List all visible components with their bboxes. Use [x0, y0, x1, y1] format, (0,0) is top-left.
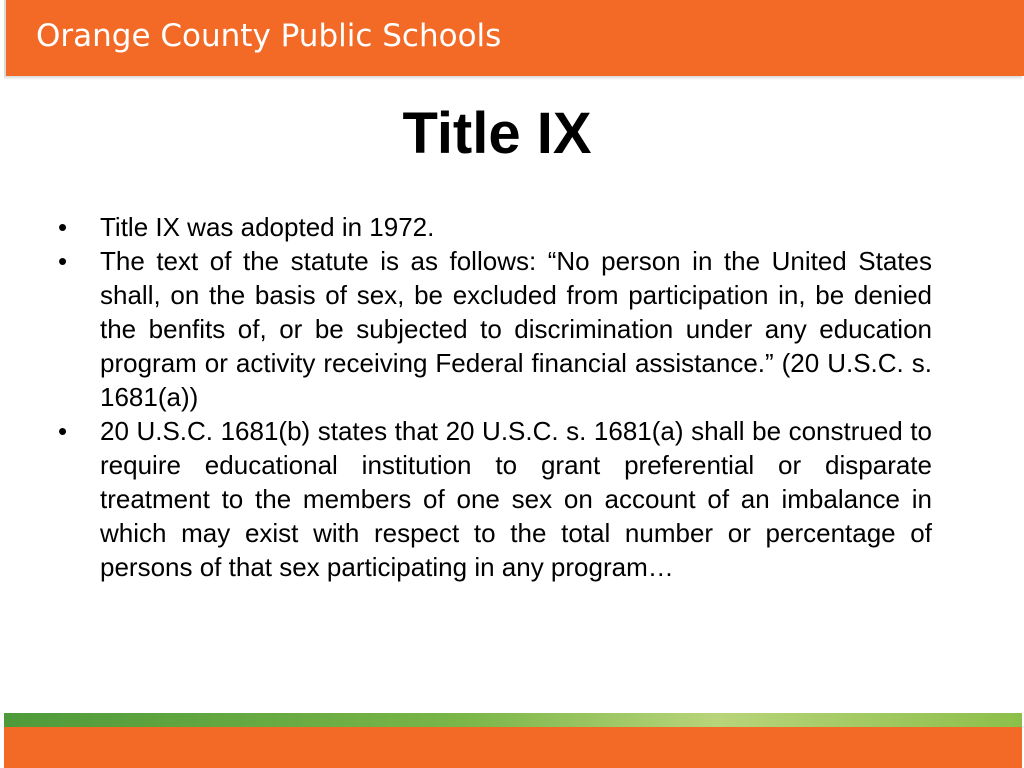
bullet-marker: • [58, 416, 68, 446]
header-divider [4, 76, 1022, 80]
bullet-item [58, 244, 932, 414]
bullet-item [58, 210, 932, 244]
bullet-list [58, 210, 932, 584]
bullet-text: Title IX was adopted in 1972. [100, 212, 435, 242]
bullet-marker: • [58, 212, 68, 242]
bullet-marker: • [58, 246, 68, 276]
bullet-item [58, 414, 932, 584]
slide-title: Title IX [402, 101, 592, 166]
footer-orange-band [4, 727, 1022, 768]
footer-green-stripe [4, 713, 1022, 727]
organization-name: Orange County Public Schools [36, 18, 502, 54]
bullet-text: 20 U.S.C. 1681(b) states that 20 U.S.C. s. 1681(a) shall be construed to require educational institution to grant preferential or disparate treatment to the members of one sex on account of an imbalance in which may exist with respect to the total number or percentage of persons of that sex participating in any program… [100, 416, 932, 582]
bullet-text: The text of the statute is as follows: “No person in the United States shall, on the basis of sex, be excluded from participation in, be denied the benfits of, or be subjected to discrimination under any education program or activity receiving Federal financial assistance.” (20 U.S.C. s. 1681(a)) [100, 246, 932, 412]
